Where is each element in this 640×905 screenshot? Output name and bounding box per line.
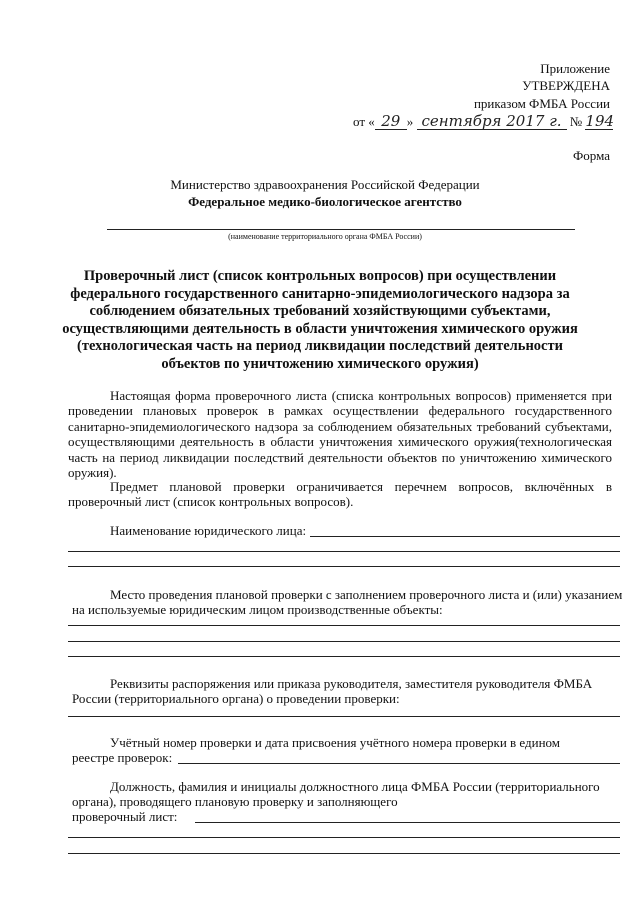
agency-name: Федеральное медико-биологическое агентство — [188, 194, 462, 209]
place-input-line[interactable] — [68, 656, 620, 657]
title-line: Проверочный лист (список контрольных вопросов) при осуществлении — [83, 268, 557, 284]
appendix-label: Приложение — [540, 61, 610, 76]
order-month-year: сентября 2017 г. — [417, 114, 567, 130]
legal-entity-input-line[interactable] — [68, 566, 620, 567]
account-label-line2: реестре проверок: — [72, 750, 173, 765]
account-input-line[interactable] — [178, 763, 620, 764]
form-label: Форма — [573, 148, 610, 163]
official-input-line[interactable] — [68, 837, 620, 838]
title-line: объектов по уничтожению химического оружия) — [161, 355, 479, 372]
place-input-line[interactable] — [68, 625, 620, 626]
official-input-line[interactable] — [68, 853, 620, 854]
title-line: осуществляющими деятельность в области уничтожения химического оружия — [62, 320, 578, 337]
intro-paragraph: Настоящая форма проверочного листа (списка контрольных вопросов) применяется при проведении плановых проверок в рамках осуществлении федерального государственного санитарно-эпидемиологического надзора за соблюдением обязательных требований субъектами, осуществляющими деятельность в области уничтожения химического оружия(технологическая часть на период ликвидации последствий деятельности объектов по уничтожению химического оружия). — [68, 388, 612, 481]
approved-label: УТВЕРЖДЕНА — [522, 78, 610, 93]
territorial-organ-line — [107, 229, 575, 230]
document-title — [62, 268, 578, 373]
order-date-line — [353, 114, 613, 132]
place-label-line1: Место проведения плановой проверки с заполнением проверочного листа и (или) указанием — [110, 587, 623, 602]
order-day: 29 — [375, 114, 407, 130]
title-line: соблюдением обязательных требований хозяйствующими субъектами, — [89, 303, 551, 319]
date-prefix: от « — [353, 114, 375, 129]
order-details-input-line[interactable] — [68, 716, 620, 717]
subject-paragraph: Предмет плановой проверки ограничивается перечнем вопросов, включённых в проверочный лист (список контрольных вопросов). — [68, 479, 612, 510]
date-quote-close: » — [406, 114, 414, 129]
place-label-line2: на используемые юридическим лицом производственные объекты: — [72, 602, 443, 617]
title-line: федерального государственного санитарно-эпидемиологического надзора за — [70, 285, 570, 302]
place-input-line[interactable] — [68, 641, 620, 642]
title-line: (технологическая часть на период ликвидации последствий деятельности — [77, 338, 563, 354]
order-number: 194 — [585, 112, 615, 130]
order-text: приказом ФМБА России — [473, 96, 610, 111]
order-details-label-line1: Реквизиты распоряжения или приказа руководителя, заместителя руководителя ФМБА — [110, 676, 593, 691]
official-label-line1: Должность, фамилия и инициалы должностного лица ФМБА России (территориального — [110, 779, 600, 794]
territorial-organ-caption: (наименование территориального органа ФМБА России) — [228, 232, 422, 241]
official-label-line3: проверочный лист: — [72, 809, 178, 824]
official-input-line[interactable] — [195, 822, 620, 823]
ministry-name: Министерство здравоохранения Российской Федерации — [170, 177, 480, 192]
legal-entity-input-line[interactable] — [68, 551, 620, 552]
legal-entity-input-line[interactable] — [310, 536, 620, 537]
account-label-line1: Учётный номер проверки и дата присвоения учётного номера проверки в едином — [110, 735, 561, 750]
legal-entity-label: Наименование юридического лица: — [110, 523, 307, 538]
official-label-line2: органа), проводящего плановую проверку и заполняющего — [72, 794, 398, 809]
number-prefix: № — [569, 114, 583, 129]
order-details-label-line2: России (территориального органа) о проведении проверки: — [72, 691, 400, 706]
